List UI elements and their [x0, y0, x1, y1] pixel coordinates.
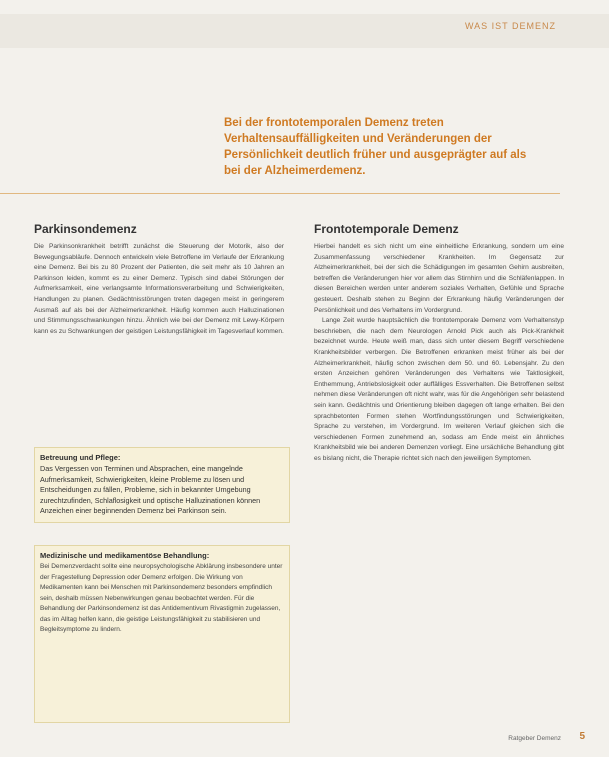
header-band	[0, 14, 609, 48]
paragraph-ftd-1: Hierbei handelt es sich nicht um eine einheitliche Erkrankung, sondern um eine Zusammenfassung verschiedener Krankheiten. Im Gegensatz zur Alzheimerkrankheit, bei der sich die Schädigungen im gesamten Gehirn ausbreiten, betreffen die Veränderungen hier vor allem das Stirnhirn und die Schläfenlappen. In diesen Bereichen werden unter anderem soziales Verhalten, Gefühle und Sprache gesteuert. Deshalb stehen zu Beginn der Erkrankung häufig Veränderungen der Persönlichkeit und des Verhaltens im Vordergrund.	[314, 243, 564, 314]
care-box	[34, 447, 290, 523]
heading-parkinsondemenz: Parkinsondemenz	[34, 222, 137, 236]
footer-publication: Ratgeber Demenz	[508, 735, 561, 742]
treatment-box	[34, 545, 290, 723]
left-column	[34, 222, 284, 337]
right-column	[314, 222, 564, 464]
treatment-box-body: Bei Demenzverdacht sollte eine neuropsychologische Abklärung insbesondere unter der Fragestellung Depression oder Demenz erfolgen. Die Wirkung von Medikamenten kann bei Menschen mit Parkinsondemenz besonders empfindlich sein, deshalb müssen Nebenwirkungen genau beobachtet werden. Für die Behandlung der Parkinsondemenz ist das Antidementivum Rivastigmin zugelassen, das im Alltag helfen kann, die geistige Leistungsfähigkeit zu stabilisieren und Begleitsymptome zu lindern.	[40, 563, 283, 633]
heading-frontotemporale-demenz: Frontotemporale Demenz	[314, 222, 459, 236]
paragraph-ftd-2: Lange Zeit wurde hauptsächlich die frontotemporale Demenz vom Verhaltenstyp beschrieben, die nach dem Neurologen Arnold Pick auch als Pick-Krankheit bezeichnet wurde. Heute weiß man, dass sich unter diesem Begriff verschiedene Krankheitsbilder verbergen. Die Betroffenen erkranken meist früher als bei der Alzheimerkrankheit, häufig schon zwischen dem 50. und 60. Lebensjahr. Zu den ersten Anzeichen gehören Veränderungen des Verhaltens wie Taktlosigkeit, Enthemmung, Antriebslosigkeit oder auffälliges Essverhalten. Die Betroffenen selbst nehmen diese Veränderungen oft nicht wahr, was für die Angehörigen sehr belastend sein kann. Gedächtnis und Orientierung bleiben dagegen oft lange erhalten. Bei den sprachbetonten Formen stehen Wortfindungsstörungen und Schwierigkeiten, Sprache zu verstehen, im Vordergrund. Im weiteren Verlauf gleichen sich die verschiedenen Formen zunehmend an, sodass am Ende meist ein ähnliches Krankheitsbild wie bei anderen Demenzen vorliegt. Eine ursächliche Behandlung gibt es bislang nicht, die Therapie richtet sich nach den jeweiligen Symptomen.	[314, 317, 564, 462]
care-box-title: Betreuung und Pflege:	[40, 453, 121, 462]
treatment-box-title: Medizinische und medikamentöse Behandlung:	[40, 551, 210, 560]
section-tag: WAS IST DEMENZ	[464, 21, 556, 31]
paragraph-parkinson: Die Parkinsonkrankheit betrifft zunächst die Steuerung der Motorik, also der Bewegungsabläufe. Dennoch entwickeln viele Betroffene im Verlaufe der Erkrankung eine Demenz. Bei bis zu 80 Prozent der Patienten, die seit mehr als 10 Jahren an Parkinson leiden, kommt es zu einer Demenz. Typisch sind dabei Störungen der Aufmerksamkeit, eine verlangsamte Informationsverarbeitung und Schwierigkeiten, Handlungen zu planen. Gedächtnisstörungen treten dagegen meist in geringerem Ausmaß auf als bei der Alzheimerkrankheit. Häufig kommen auch Halluzinationen und Stimmungsschwankungen hinzu. Ähnlich wie bei der Demenz mit Lewy-Körpern kann es zu Schwankungen der geistigen Leistungsfähigkeit im Tagesverlauf kommen.	[34, 243, 284, 335]
intro-highlight: Bei der frontotemporalen Demenz treten Verhaltensauffälligkeiten und Veränderungen der Persönlichkeit deutlich früher und ausgeprägter auf als bei der Alzheimerdemenz.	[224, 117, 527, 177]
divider	[0, 193, 560, 194]
page-number: 5	[579, 731, 585, 742]
care-box-body: Das Vergessen von Terminen und Absprachen, eine mangelnde Aufmerksamkeit, Schwierigkeiten, kleine Probleme zu lösen und Entscheidungen zu fällen, Probleme, sich in bekannter Umgebung zurechtzufinden, Schlaflosigkeit und optische Halluzinationen können Anzeichen einer beginnenden Demenz bei Parkinson sein.	[40, 464, 261, 515]
